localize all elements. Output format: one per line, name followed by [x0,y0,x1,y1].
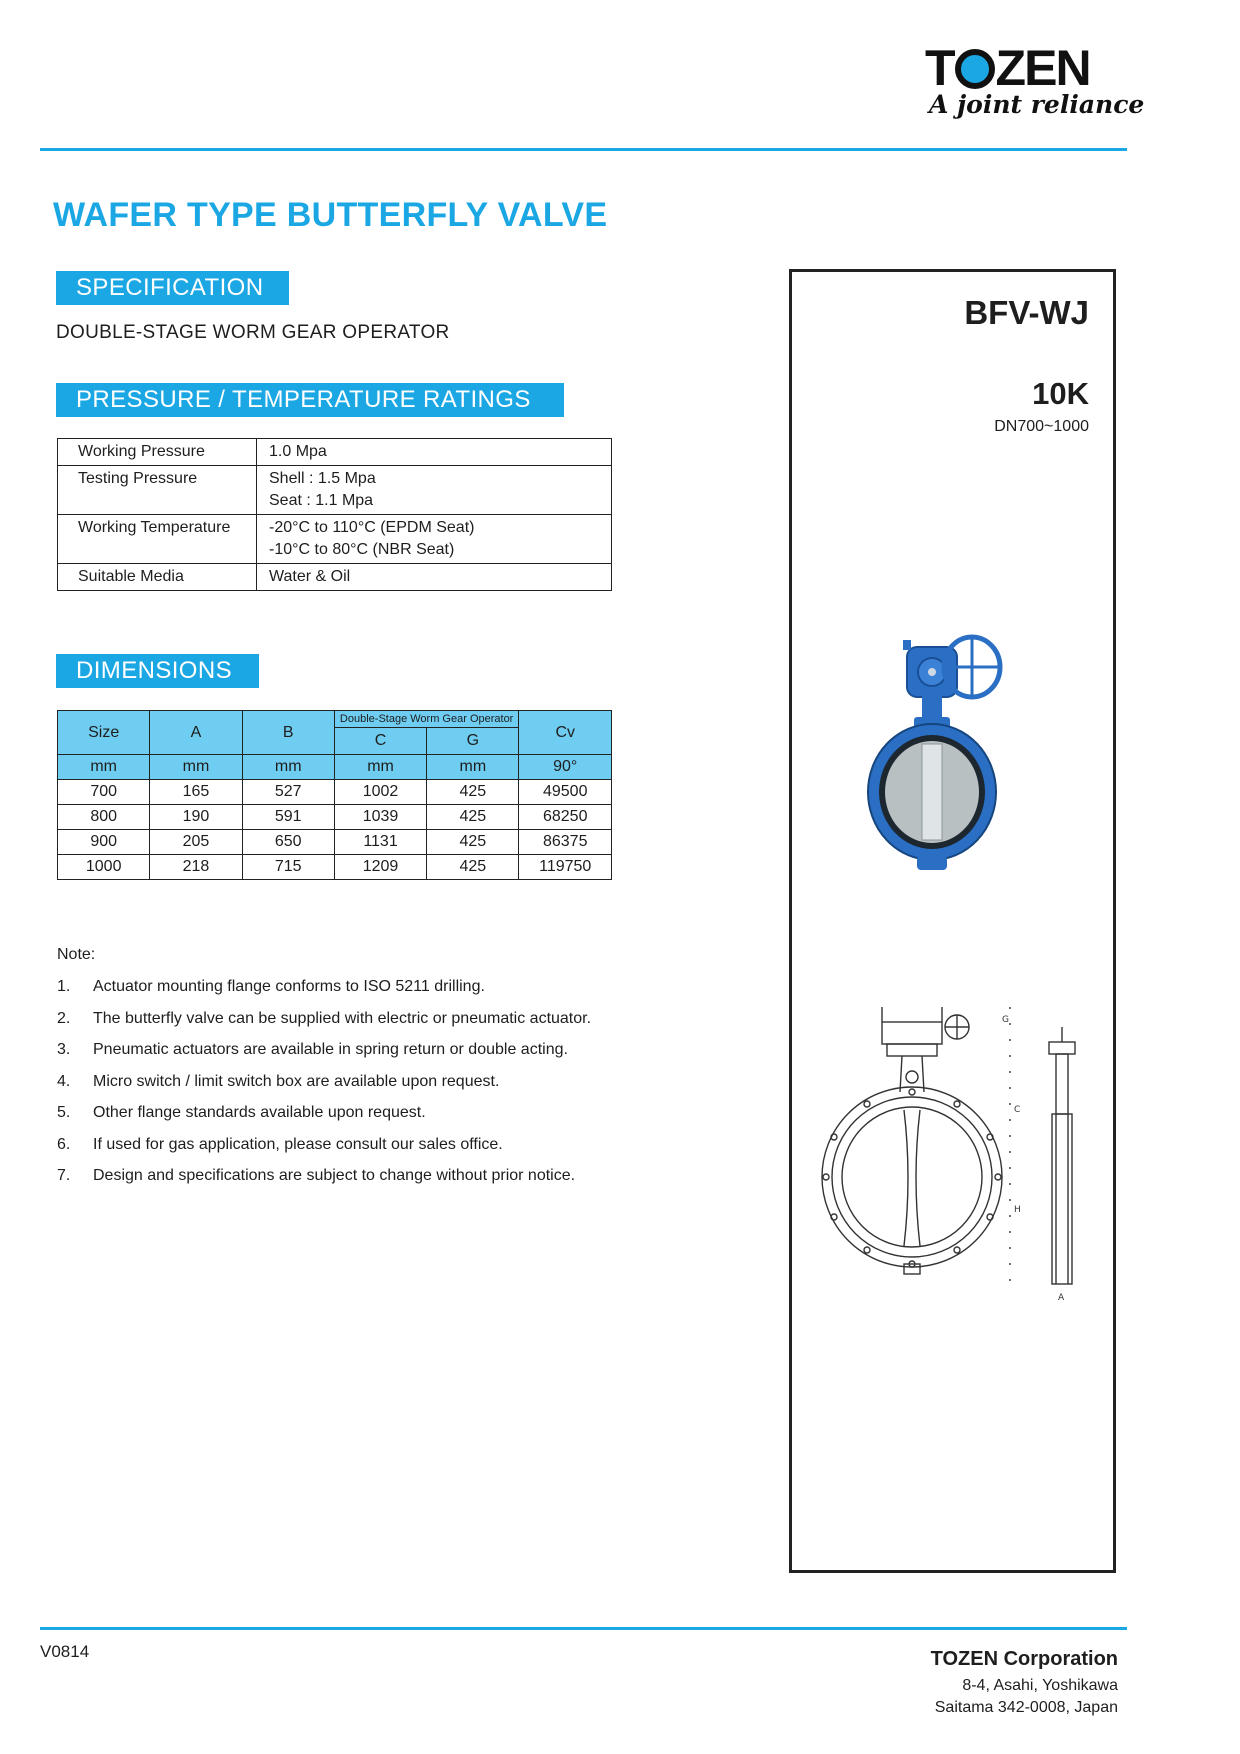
list-item: 4. Micro switch / limit switch box are available upon request. [57,1072,500,1090]
valve-dimension-drawing [812,1002,1092,1302]
table-cell: 700 [58,780,150,805]
company-address-line1: 8-4, Asahi, Yoshikawa [962,1677,1118,1694]
table-cell: 68250 [519,805,612,830]
dimension-label: C [1014,1105,1021,1115]
dimension-label: A [1058,1293,1065,1302]
header-rule [40,148,1127,151]
list-item: 5. Other flange standards available upon request. [57,1104,426,1121]
table-cell: 1002 [334,780,426,805]
table-cell: 425 [427,805,519,830]
table-cell: 650 [242,830,334,855]
list-item: 1. Actuator mounting flange conforms to ISO 5211 drilling. [57,978,485,995]
rating-label: Working Pressure [58,439,257,466]
table-cell: 1209 [334,855,426,880]
table-cell: 86375 [519,830,612,855]
list-item: 3. Pneumatic actuators are available in spring return or double acting. [57,1041,568,1058]
page-title: WAFER TYPE BUTTERFLY VALVE [53,196,608,234]
dimension-label: H [1014,1205,1021,1215]
table-cell: 1000 [58,855,150,880]
table-cell: 1039 [334,805,426,830]
pressure-class: 10K [1032,376,1089,411]
unit-header: mm [150,755,242,780]
table-cell: 1131 [334,830,426,855]
table-row [58,466,612,515]
table-cell: 165 [150,780,242,805]
logo-o-circle [955,49,995,89]
table-cell: 119750 [519,855,612,880]
table-cell: 425 [427,780,519,805]
list-item: 6. If used for gas application, please consult our sales office. [57,1135,503,1153]
rating-value: -20°C to 110°C (EPDM Seat) -10°C to 80°C (NBR Seat) [257,515,612,564]
logo-wordmark: T ZEN [925,40,1090,96]
notes-list [57,976,591,1197]
rating-value: Water & Oil [257,564,612,591]
unit-header: mm [334,755,426,780]
product-panel [789,269,1116,1573]
ratings-table [57,438,612,591]
ratings-heading: PRESSURE / TEMPERATURE RATINGS [56,383,564,417]
table-cell: 800 [58,805,150,830]
table-row [58,830,612,855]
unit-header: mm [427,755,519,780]
list-item: 7. Design and specifications are subject to change without prior notice. [57,1167,576,1184]
table-cell: 591 [242,805,334,830]
table-cell: 218 [150,855,242,880]
table-cell: 900 [58,830,150,855]
column-header: C [334,728,426,755]
specification-text: DOUBLE-STAGE WORM GEAR OPERATOR [56,322,450,343]
list-item: 2. The butterfly valve can be supplied with electric or pneumatic actuator. [57,1009,592,1027]
dimensions-table [57,710,612,880]
column-group-header: Double-Stage Worm Gear Operator [334,711,519,728]
rating-value: 1.0 Mpa [257,439,612,466]
column-header: A [150,711,242,755]
column-header: Cv [519,711,612,755]
table-row [58,855,612,880]
notes-title: Note: [57,946,96,963]
company-address-line2: Saitama 342-0008, Japan [934,1699,1118,1716]
column-header: Size [58,711,150,755]
tozen-logo [925,38,1145,133]
table-cell: 527 [242,780,334,805]
column-header: B [242,711,334,755]
dimensions-heading: DIMENSIONS [56,654,259,688]
table-row [58,515,612,564]
valve-photo [867,622,1027,882]
version-code: V0814 [40,1642,90,1661]
logo-tagline: A joint reliance [929,90,1145,119]
table-cell: 49500 [519,780,612,805]
column-header: G [427,728,519,755]
unit-header: mm [242,755,334,780]
rating-value: Shell : 1.5 Mpa Seat : 1.1 Mpa [257,466,612,515]
table-row [58,780,612,805]
table-row [58,805,612,830]
unit-header: mm [58,755,150,780]
table-cell: 190 [150,805,242,830]
specification-heading: SPECIFICATION [56,271,289,305]
rating-label: Testing Pressure [58,466,257,515]
table-cell: 425 [427,855,519,880]
table-cell: 425 [427,830,519,855]
rating-label: Working Temperature [58,515,257,564]
company-name: TOZEN Corporation [930,1648,1118,1670]
table-cell: 205 [150,830,242,855]
footer-rule [40,1627,1127,1630]
table-cell: 715 [242,855,334,880]
table-row [58,564,612,591]
unit-header: 90° [519,755,612,780]
table-row [58,439,612,466]
model-code: BFV-WJ [964,294,1089,331]
rating-label: Suitable Media [58,564,257,591]
size-range: DN700~1000 [994,418,1089,435]
dimension-label: G [1002,1015,1009,1025]
